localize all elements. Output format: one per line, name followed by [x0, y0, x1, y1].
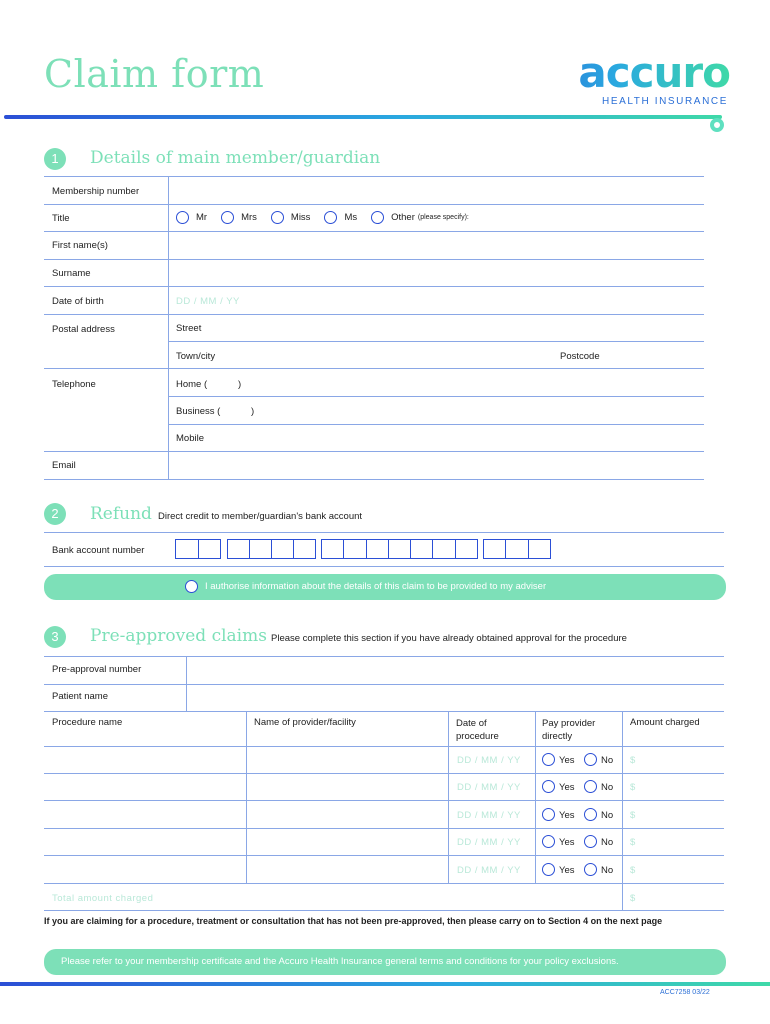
suffix-boxes[interactable] — [483, 539, 551, 559]
provider-name-field[interactable] — [248, 830, 448, 855]
business-phone-label: Business ( — [176, 406, 221, 417]
pay-no-radio[interactable] — [584, 753, 597, 766]
col-amount: Amount charged — [630, 717, 700, 728]
pay-no-radio[interactable] — [584, 780, 597, 793]
table-row — [44, 802, 724, 829]
title-ms-label: Ms — [344, 212, 358, 223]
section-2-subheading: Direct credit to member/guardian's bank account — [158, 511, 363, 522]
procedure-name-field[interactable] — [46, 748, 244, 773]
accuro-logo — [520, 48, 730, 107]
title-mrs-label: Mrs — [241, 212, 257, 223]
exclusions-banner — [44, 949, 726, 975]
total-label: Total amount charged — [52, 893, 154, 904]
divider — [44, 910, 724, 911]
total-currency[interactable]: $ — [630, 893, 636, 904]
first-names-label: First name(s) — [52, 240, 108, 251]
home-phone-label: Home ( — [176, 379, 208, 390]
divider — [44, 259, 704, 260]
divider — [168, 396, 704, 397]
home-phone-close: ) — [238, 379, 242, 390]
pay-yes-label: Yes — [559, 865, 575, 876]
divider — [168, 424, 704, 425]
postal-address-label: Postal address — [52, 324, 115, 335]
section-4-note: If you are claiming for a procedure, treatment or consultation that has not been pre-approved, then please carry on to Section 4 on the next page — [44, 916, 663, 926]
table-row — [44, 829, 724, 856]
procedure-date-field[interactable]: DD / MM / YY — [457, 837, 521, 848]
divider — [44, 855, 724, 856]
title-other-label: Other — [391, 212, 415, 223]
divider — [44, 883, 724, 884]
divider — [44, 231, 704, 232]
authorise-radio[interactable] — [185, 580, 198, 593]
divider — [44, 566, 724, 567]
header-divider — [4, 115, 722, 119]
pay-no-label: No — [601, 755, 614, 766]
section-1-heading: Details of main member/guardian — [90, 148, 381, 168]
section-3-heading: Pre-approved claims — [90, 626, 267, 646]
pay-no-radio[interactable] — [584, 835, 597, 848]
exclusions-text: Please refer to your membership certificate and the Accuro Health Insurance general terms and conditions for your policy exclusions. — [61, 956, 619, 967]
mobile-label: Mobile — [176, 433, 204, 444]
account-number-boxes[interactable] — [321, 539, 478, 559]
pay-no-label: No — [601, 837, 614, 848]
title-mr-radio[interactable] — [176, 211, 189, 224]
authorise-banner — [44, 574, 726, 600]
title-miss-radio[interactable] — [271, 211, 284, 224]
footer-divider — [0, 982, 770, 986]
procedure-name-field[interactable] — [46, 803, 244, 828]
preapproval-field[interactable] — [188, 658, 722, 682]
branch-code-boxes[interactable] — [227, 539, 316, 559]
first-names-field[interactable] — [170, 233, 702, 259]
pay-yes-radio[interactable] — [542, 753, 555, 766]
section-3-subheading: Please complete this section if you have already obtained approval for the procedure — [271, 633, 627, 644]
divider — [44, 479, 704, 480]
amount-field[interactable]: $ — [630, 810, 636, 821]
title-other-hint: (please specify): — [417, 214, 469, 221]
pay-no-label: No — [601, 810, 614, 821]
procedure-date-field[interactable]: DD / MM / YY — [457, 782, 521, 793]
procedure-date-field[interactable]: DD / MM / YY — [457, 755, 521, 766]
table-row — [44, 774, 724, 801]
membership-number-field[interactable] — [170, 178, 702, 204]
pay-yes-radio[interactable] — [542, 780, 555, 793]
section-1-number: 1 — [44, 148, 66, 170]
title-mrs-radio[interactable] — [221, 211, 234, 224]
business-phone-close: ) — [251, 406, 255, 417]
pay-yes-radio[interactable] — [542, 835, 555, 848]
procedure-date-field[interactable]: DD / MM / YY — [457, 865, 521, 876]
section-3-number: 3 — [44, 626, 66, 648]
pay-yes-label: Yes — [559, 755, 575, 766]
provider-name-field[interactable] — [248, 858, 448, 883]
pay-no-label: No — [601, 865, 614, 876]
pay-yes-radio[interactable] — [542, 808, 555, 821]
divider — [44, 684, 724, 685]
procedure-name-field[interactable] — [46, 830, 244, 855]
table-row — [44, 857, 724, 884]
col-date: Date of procedure — [456, 718, 499, 742]
title-miss-label: Miss — [290, 212, 311, 223]
header-divider-dot — [710, 118, 724, 132]
preapproval-label: Pre-approval number — [52, 664, 142, 675]
pay-no-radio[interactable] — [584, 808, 597, 821]
pay-yes-label: Yes — [559, 837, 575, 848]
pay-no-label: No — [601, 782, 614, 793]
divider — [44, 532, 724, 533]
bank-account-label: Bank account number — [52, 545, 145, 556]
telephone-label: Telephone — [52, 379, 96, 390]
divider — [44, 800, 724, 801]
dob-label: Date of birth — [52, 296, 104, 307]
divider — [44, 656, 724, 657]
divider — [44, 176, 704, 177]
logo-word: accuro — [520, 52, 730, 94]
divider — [44, 204, 704, 205]
divider — [44, 451, 704, 452]
amount-field[interactable]: $ — [630, 782, 636, 793]
col-procedure: Procedure name — [52, 717, 123, 728]
title-options — [176, 211, 469, 224]
amount-field[interactable]: $ — [630, 865, 636, 876]
surname-label: Surname — [52, 268, 91, 279]
title-ms-radio[interactable] — [324, 211, 337, 224]
section-2-heading: Refund — [90, 504, 152, 524]
divider — [168, 176, 169, 480]
procedure-name-field[interactable] — [46, 775, 244, 800]
provider-name-field[interactable] — [248, 748, 448, 773]
divider — [44, 368, 704, 369]
email-label: Email — [52, 460, 76, 471]
street-label: Street — [176, 323, 202, 334]
patient-name-field[interactable] — [188, 686, 722, 710]
pay-yes-label: Yes — [559, 810, 575, 821]
town-label: Town/city — [176, 351, 216, 362]
patient-name-label: Patient name — [52, 691, 108, 702]
bank-code-boxes[interactable] — [175, 539, 221, 559]
pay-yes-radio[interactable] — [542, 863, 555, 876]
form-code: ACC7258 03/22 — [660, 989, 710, 996]
provider-name-field[interactable] — [248, 775, 448, 800]
surname-field[interactable] — [170, 261, 702, 287]
dob-field[interactable]: DD / MM / YY — [176, 296, 240, 307]
divider — [44, 286, 704, 287]
procedure-date-field[interactable]: DD / MM / YY — [457, 810, 521, 821]
provider-name-field[interactable] — [248, 803, 448, 828]
pay-no-radio[interactable] — [584, 863, 597, 876]
table-row — [44, 747, 724, 774]
postcode-label: Postcode — [560, 351, 600, 362]
pay-yes-label: Yes — [559, 782, 575, 793]
page-title: Claim form — [44, 52, 265, 96]
title-other-radio[interactable] — [371, 211, 384, 224]
divider — [44, 314, 704, 315]
title-label: Title — [52, 213, 70, 224]
col-pay-provider: Pay provider directly — [542, 718, 596, 742]
membership-number-label: Membership number — [52, 186, 140, 197]
section-2-number: 2 — [44, 503, 66, 525]
procedure-name-field[interactable] — [46, 858, 244, 883]
amount-field[interactable]: $ — [630, 755, 636, 766]
email-field[interactable] — [170, 453, 702, 479]
title-mr-label: Mr — [196, 212, 208, 223]
col-provider: Name of provider/facility — [254, 717, 356, 728]
logo-subtitle: HEALTH INSURANCE — [602, 96, 728, 107]
authorise-text: I authorise information about the details of this claim to be provided to my adviser — [205, 581, 547, 592]
amount-field[interactable]: $ — [630, 837, 636, 848]
divider — [168, 341, 704, 342]
